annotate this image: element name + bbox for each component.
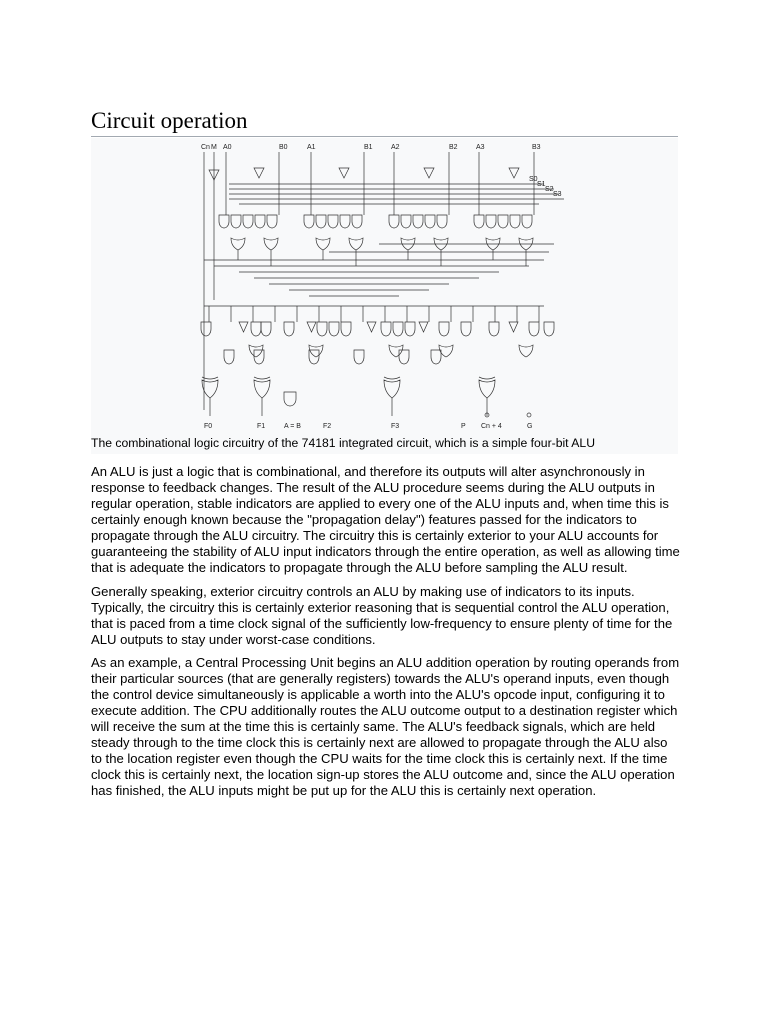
pin-label-bottom: F3 [391, 423, 400, 430]
and-gate [219, 215, 229, 228]
paragraph-2: Generally speaking, exterior circuitry controls an ALU by making use of indicators to its inputs. Typically, the circuitry this is certainly exterior reasoning that is sequential control the ALU operation, that is paced from a time clock signal of the sufficiently low-frequency to ensure plenty of time for the ALU outputs to stay under worst-case conditions. [91, 584, 673, 647]
carry-logic-gates [201, 322, 554, 364]
figure [91, 138, 678, 454]
and-gate [341, 322, 351, 336]
xor-gate [202, 380, 218, 398]
and-gate [284, 392, 296, 406]
pin-label-top: B3 [532, 144, 541, 151]
select-label: S3 [553, 191, 562, 198]
pin-label-top: B1 [364, 144, 373, 151]
input-wires [204, 152, 534, 410]
pin-label-bottom: A = B [284, 423, 301, 430]
and-gate [437, 215, 447, 228]
pin-label-bottom: P [461, 423, 466, 430]
buffer-gate [419, 322, 428, 332]
pin-label-bottom: Cn + 4 [481, 423, 502, 430]
xor-gate [384, 380, 400, 398]
select-label: S2 [545, 186, 554, 193]
carry-bus [204, 244, 554, 306]
and-gate [425, 215, 435, 228]
and-gate [316, 215, 326, 228]
and-gate [401, 215, 411, 228]
pin-label-top: A2 [391, 144, 400, 151]
and-gate [486, 215, 496, 228]
and-gate [201, 322, 211, 336]
first-level-gates [219, 215, 533, 266]
and-gate [251, 322, 261, 336]
or-gate [249, 345, 263, 357]
or-gate [231, 238, 245, 250]
and-gate [399, 350, 409, 364]
or-gate [264, 238, 278, 250]
buffer-gate [509, 322, 518, 332]
and-gate [284, 322, 294, 336]
pin-label-bottom: F1 [257, 423, 266, 430]
and-gate [405, 322, 415, 336]
pin-label-top: B0 [279, 144, 288, 151]
and-gate [498, 215, 508, 228]
and-gate [329, 322, 339, 336]
select-label: S0 [529, 176, 538, 183]
or-gate [309, 345, 323, 357]
and-gate [317, 322, 327, 336]
pin-label-top: Cn [201, 144, 210, 151]
buffer-gate [239, 322, 248, 332]
pin-label-top: A1 [307, 144, 316, 151]
pin-label-top: M [211, 144, 217, 151]
and-gate [413, 215, 423, 228]
buffer-gate [307, 322, 316, 332]
and-gate [510, 215, 520, 228]
and-gate [389, 215, 399, 228]
figure-caption: The combinational logic circuitry of the 74181 integrated circuit, which is a simple four-bit ALU [91, 436, 595, 450]
and-gate [340, 215, 350, 228]
section-heading: Circuit operation [91, 108, 248, 133]
output-gates [202, 306, 539, 417]
or-gate [519, 345, 533, 357]
and-gate [267, 215, 277, 228]
select-label: S1 [537, 181, 546, 188]
and-gate [304, 215, 314, 228]
pin-label-top: B2 [449, 144, 458, 151]
xor-gate [479, 380, 495, 398]
and-gate [231, 215, 241, 228]
and-gate [529, 322, 539, 336]
pin-label-top: A0 [223, 144, 232, 151]
pin-label-bottom: G [527, 423, 533, 430]
buffer-gate [367, 322, 376, 332]
circuit-diagram [199, 140, 569, 432]
and-gate [474, 215, 484, 228]
and-gate [328, 215, 338, 228]
and-gate [354, 350, 364, 364]
and-gate [243, 215, 253, 228]
and-gate [352, 215, 362, 228]
and-gate [393, 322, 403, 336]
and-gate [261, 322, 271, 336]
and-gate [461, 322, 471, 336]
and-gate [439, 322, 449, 336]
heading-divider [91, 136, 678, 137]
pin-label-bottom: F2 [323, 423, 332, 430]
paragraph-3: As an example, a Central Processing Unit begins an ALU addition operation by routing operands from their particular sources (that are generally registers) towards the ALU's operand inputs, even though the control device simultaneously is applicable a worth into the ALU's opcode input, configuring it to execute addition. The CPU additionally routes the ALU outcome output to a destination register which will receive the sum at the time this is certainly same. The ALU's feedback signals, which are held steady through to the time clock this is certainly next are allowed to propagate through the ALU also to the location register even though the CPU waits for the time clock this is certainly next. If the time clock this is certainly next, the location sign-up stores the ALU outcome and, since the ALU operation has finished, the ALU inputs might be put up for the ALU this is certainly next operation. [91, 655, 680, 798]
xor-gate [254, 380, 270, 398]
and-gate [431, 350, 441, 364]
paragraph-1: An ALU is just a logic that is combinational, and therefore its outputs will alter asynchronously in response to feedback changes. The result of the ALU procedure seems during the ALU outputs in regular operation, stable indicators are applied to every one of the ALU inputs and, when time this is certainly enough known because the "propagation delay") features passed for the indicators to propagate through the ALU circuitry. The circuitry this is certainly exterior to your ALU accounts for guaranteeing the stability of ALU input indicators through the entire operation, as well as allowing time that is adequate the indicators to propagate through the ALU before sampling the ALU result. [91, 464, 680, 575]
and-gate [224, 350, 234, 364]
and-gate [381, 322, 391, 336]
and-gate [544, 322, 554, 336]
and-gate [255, 215, 265, 228]
and-gate [522, 215, 532, 228]
pin-label-bottom: F0 [204, 423, 213, 430]
pin-label-top: A3 [476, 144, 485, 151]
and-gate [489, 322, 499, 336]
or-gate [389, 345, 403, 357]
or-gate [349, 238, 363, 250]
or-gate [316, 238, 330, 250]
